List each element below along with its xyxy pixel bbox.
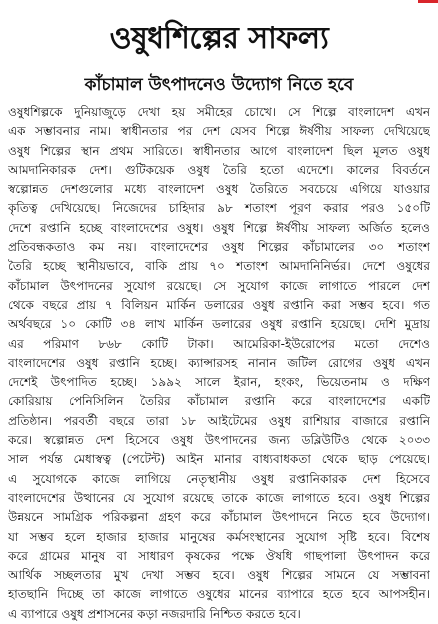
- body-line: থেকে বছরে প্রায় ৭ বিলিয়ন মার্কিন ডলারের ওষুধ রপ্তানি করা সম্ভব হবে। গত: [8, 297, 430, 312]
- body-line: এক সম্ভাবনার নাম। স্বাধীনতার পর দেশ যেসব শিল্পে ঈর্ষণীয় সাফল্য দেখিয়েছে: [8, 124, 430, 139]
- body-line: করে গ্রামের মানুষ বা সাধারণ কৃষকের পক্ষে ঔষধি গাছপালা উৎপাদন করে: [8, 548, 430, 563]
- body-line: সাল পর্যন্ত মেধাস্বত্ব (পেটেন্ট) আইন মানার বাধ্যবাধকতা থেকে ছাড় পেয়েছে।: [8, 452, 430, 467]
- body-line: বাংলাদেশের ওষুধ রপ্তানি হচ্ছে। ক্যান্সারসহ নানান জটিল রোগের ওষুধ এখন: [8, 355, 430, 370]
- body-line: এ ব্যাপারে ওষুধ প্রশাসনের কড়া নজরদারি নিশ্চিত করতে হবে।: [8, 606, 301, 621]
- body-line: তৈরি হচ্ছে স্থানীয়ভাবে, বাকি প্রায় ৭০ শতাংশ আমদানিনির্ভর। দেশে ওষুধের: [8, 259, 430, 274]
- body-line: আমদানিকারক দেশ। গুটিকয়েক ওষুধ তৈরি হতো এদেশে। কালের বিবর্তনে: [8, 162, 430, 177]
- body-line: কোরিয়ায় পেনিসিলিন তৈরির কাঁচামাল রপ্তানি করে বাংলাদেশের একটি: [8, 394, 430, 409]
- body-line: যা সম্ভব হলে হাজার হাজার মানুষের কর্মসংস্থানের সুযোগ সৃষ্টি হবে। বিশেষ: [8, 529, 430, 544]
- body-line: কাঁচামাল উৎপাদনের সুযোগ রয়েছে। সে সুযোগ কাজে লাগাতে পারলে দেশ: [8, 278, 430, 293]
- body-line: উন্নয়নে সামগ্রিক পরিকল্পনা গ্রহণ করে কাঁচামাল উৎপাদনে নিতে হবে উদ্যোগ।: [8, 510, 430, 525]
- body-line: এ সুযোগকে কাজে লাগিয়ে নেতৃস্থানীয় ওষুধ রপ্তানিকারক দেশ হিসেবে: [8, 471, 430, 486]
- body-line: ওষুধশিল্পকে দুনিয়াজুড়ে দেখা হয় সমীহের চোখে। সে শিল্পে বাংলাদেশ এখন: [8, 105, 430, 119]
- headline: ওষুধশিল্পের সাফল্য: [109, 21, 329, 56]
- body-line: প্রতিবন্ধকতাও কম নয়। বাংলাদেশের ওষুধ শিল্পের কাঁচামালের ৩০ শতাংশ: [8, 240, 430, 255]
- body-line: আর্থিক সচ্ছলতার মুখ দেখা সম্ভব হবে। ওষুধ শিল্পের সামনে যে সম্ভাবনা: [8, 568, 430, 583]
- subheadline: কাঁচামাল উৎপাদনেও উদ্যোগ নিতে হবে: [84, 75, 354, 95]
- body-line: অর্থবছরে ১০ কোটি ৩৪ লাখ মার্কিন ডলারের ওষুধ রপ্তানি হয়েছে। দেশি মুদ্রায়: [8, 317, 430, 332]
- body-line: কৃতিত্ব দেখিয়েছে। নিজেদের চাহিদার ৯৮ শতাংশ পূরণ করার পরও ১৫০টি: [8, 201, 430, 216]
- body-line: দেশেই উৎপাদিত হচ্ছে। ১৯৯২ সালে ইরান, হংকং, ভিয়েতনাম ও দক্ষিণ: [8, 375, 430, 390]
- body-line: এর পরিমাণ ৮৬৮ কোটি টাকা। আমেরিকা-ইউরোপের মতো দেশেও: [8, 336, 430, 351]
- body-line: হাতছানি দিচ্ছে তা কাজে লাগাতে ওষুধের মানের ব্যাপারে হতে হবে আপসহীন।: [8, 587, 430, 602]
- body-line: দেশে রপ্তানি হচ্ছে বাংলাদেশের ওষুধ। ওষুধ শিল্পে ঈর্ষণীয় সাফল্য অর্জিত হলেও: [8, 220, 430, 235]
- body-line: প্রতিষ্ঠান। পরবর্তী বছরে তারা ১৮ আইটেমের ওষুধ রাশিয়ার বাজারে রপ্তানি: [8, 413, 430, 428]
- body-line: বাংলাদেশের উত্থানের যে সুযোগ রয়েছে তাকে কাজে লাগাতে হবে। ওষুধ শিল্পের: [8, 490, 430, 505]
- body-line: করে। স্বল্পোন্নত দেশ হিসেবে ওষুধ উৎপাদনের জন্য ডব্লিউটিও থেকে ২০৩৩: [8, 433, 430, 448]
- corner-accent-bar: [418, 0, 438, 3]
- body-line: স্বল্পোন্নত দেশগুলোর মধ্যে বাংলাদেশ ওষুধ তৈরিতে সবচেয়ে এগিয়ে যাওয়ার: [8, 182, 430, 197]
- body-line: ওষুধ শিল্পের স্থান প্রথম সারিতে। স্বাধীনতার আগে বাংলাদেশ ছিল মূলত ওষুধ: [8, 143, 430, 158]
- article-body: [8, 103, 430, 624]
